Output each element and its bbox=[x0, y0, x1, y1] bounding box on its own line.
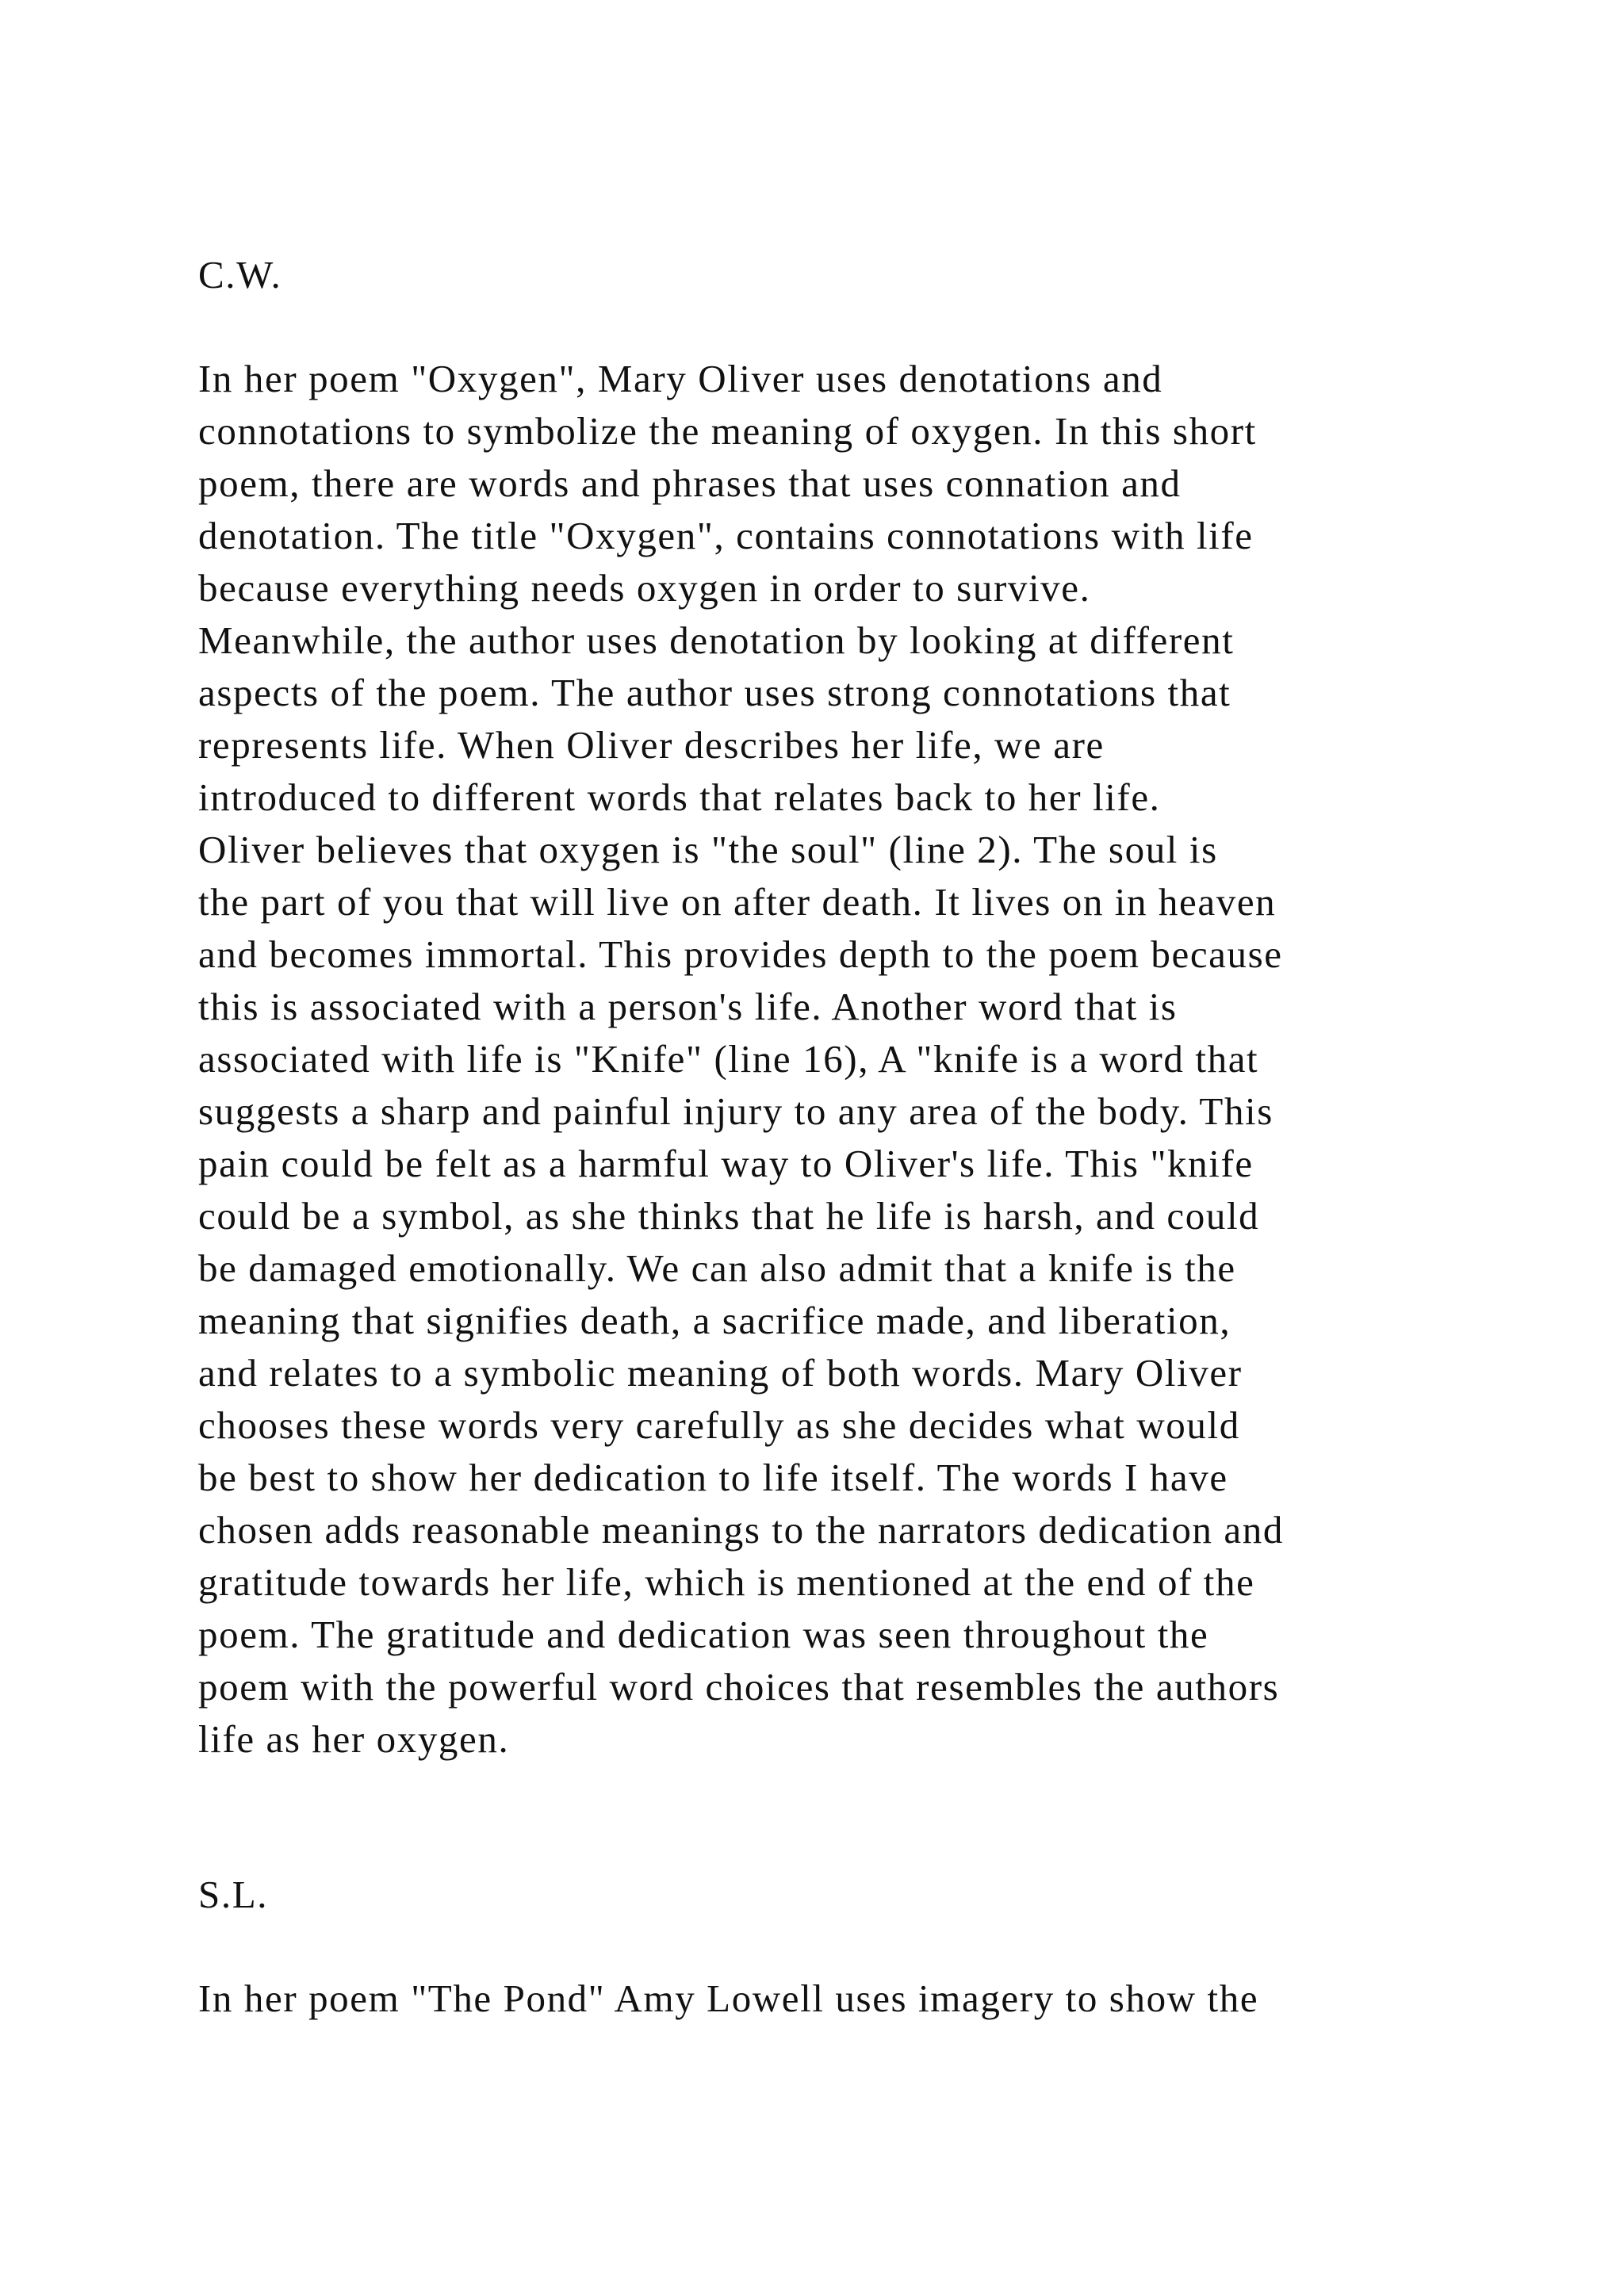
paragraph-line: life as her oxygen. bbox=[198, 1717, 510, 1761]
paragraph-line: and becomes immortal. This provides depth to the poem because bbox=[198, 932, 1283, 976]
paragraph-line: Oliver believes that oxygen is "the soul" (line 2). The soul is bbox=[198, 828, 1218, 871]
author-initials bbox=[198, 1869, 1499, 1921]
paragraph-line: associated with life is "Knife" (line 16), A "knife is a word that bbox=[198, 1037, 1259, 1081]
paragraph-line: aspects of the poem. The author uses strong connotations that bbox=[198, 671, 1231, 714]
paragraph-line: poem. The gratitude and dedication was seen throughout the bbox=[198, 1613, 1209, 1656]
paragraph-line: introduced to different words that relates back to her life. bbox=[198, 775, 1161, 819]
paragraph-line: gratitude towards her life, which is mentioned at the end of the bbox=[198, 1560, 1255, 1604]
paragraph-line: this is associated with a person's life. Another word that is bbox=[198, 985, 1178, 1028]
author-initials-text: C.W. bbox=[198, 253, 282, 297]
paragraph-line: poem with the powerful word choices that resembles the authors bbox=[198, 1665, 1280, 1709]
paragraph-line: and relates to a symbolic meaning of both words. Mary Oliver bbox=[198, 1351, 1243, 1395]
author-initials-text: S.L. bbox=[198, 1873, 269, 1916]
paragraph-line: suggests a sharp and painful injury to any area of the body. This bbox=[198, 1089, 1274, 1133]
paragraph-line: In her poem "The Pond" Amy Lowell uses imagery to show the bbox=[198, 1976, 1259, 2020]
paragraph-line: meaning that signifies death, a sacrifice made, and liberation, bbox=[198, 1299, 1231, 1342]
paragraph-line: poem, there are words and phrases that uses connation and bbox=[198, 461, 1182, 505]
paragraph-line: denotation. The title "Oxygen", contains connotations with life bbox=[198, 514, 1254, 557]
essay-paragraph bbox=[198, 1973, 1499, 2025]
paragraph-line: In her poem "Oxygen", Mary Oliver uses denotations and bbox=[198, 357, 1163, 400]
paragraph-line: chooses these words very carefully as she decides what would bbox=[198, 1403, 1240, 1447]
paragraph-line: be best to show her dedication to life itself. The words I have bbox=[198, 1456, 1228, 1499]
paragraph-line: because everything needs oxygen in order to survive. bbox=[198, 566, 1091, 610]
paragraph-line: chosen adds reasonable meanings to the narrators dedication and bbox=[198, 1508, 1284, 1552]
paragraph-line: connotations to symbolize the meaning of oxygen. In this short bbox=[198, 409, 1257, 453]
author-initials bbox=[198, 249, 1499, 301]
paragraph-line: pain could be felt as a harmful way to Oliver's life. This "knife bbox=[198, 1142, 1254, 1185]
paragraph-line: Meanwhile, the author uses denotation by looking at different bbox=[198, 618, 1235, 662]
essay-paragraph bbox=[198, 353, 1499, 1766]
paragraph-line: be damaged emotionally. We can also admit that a knife is the bbox=[198, 1246, 1236, 1290]
paragraph-line: represents life. When Oliver describes her life, we are bbox=[198, 723, 1105, 767]
paragraph-line: the part of you that will live on after death. It lives on in heaven bbox=[198, 880, 1277, 924]
paragraph-line: could be a symbol, as she thinks that he life is harsh, and could bbox=[198, 1194, 1260, 1238]
